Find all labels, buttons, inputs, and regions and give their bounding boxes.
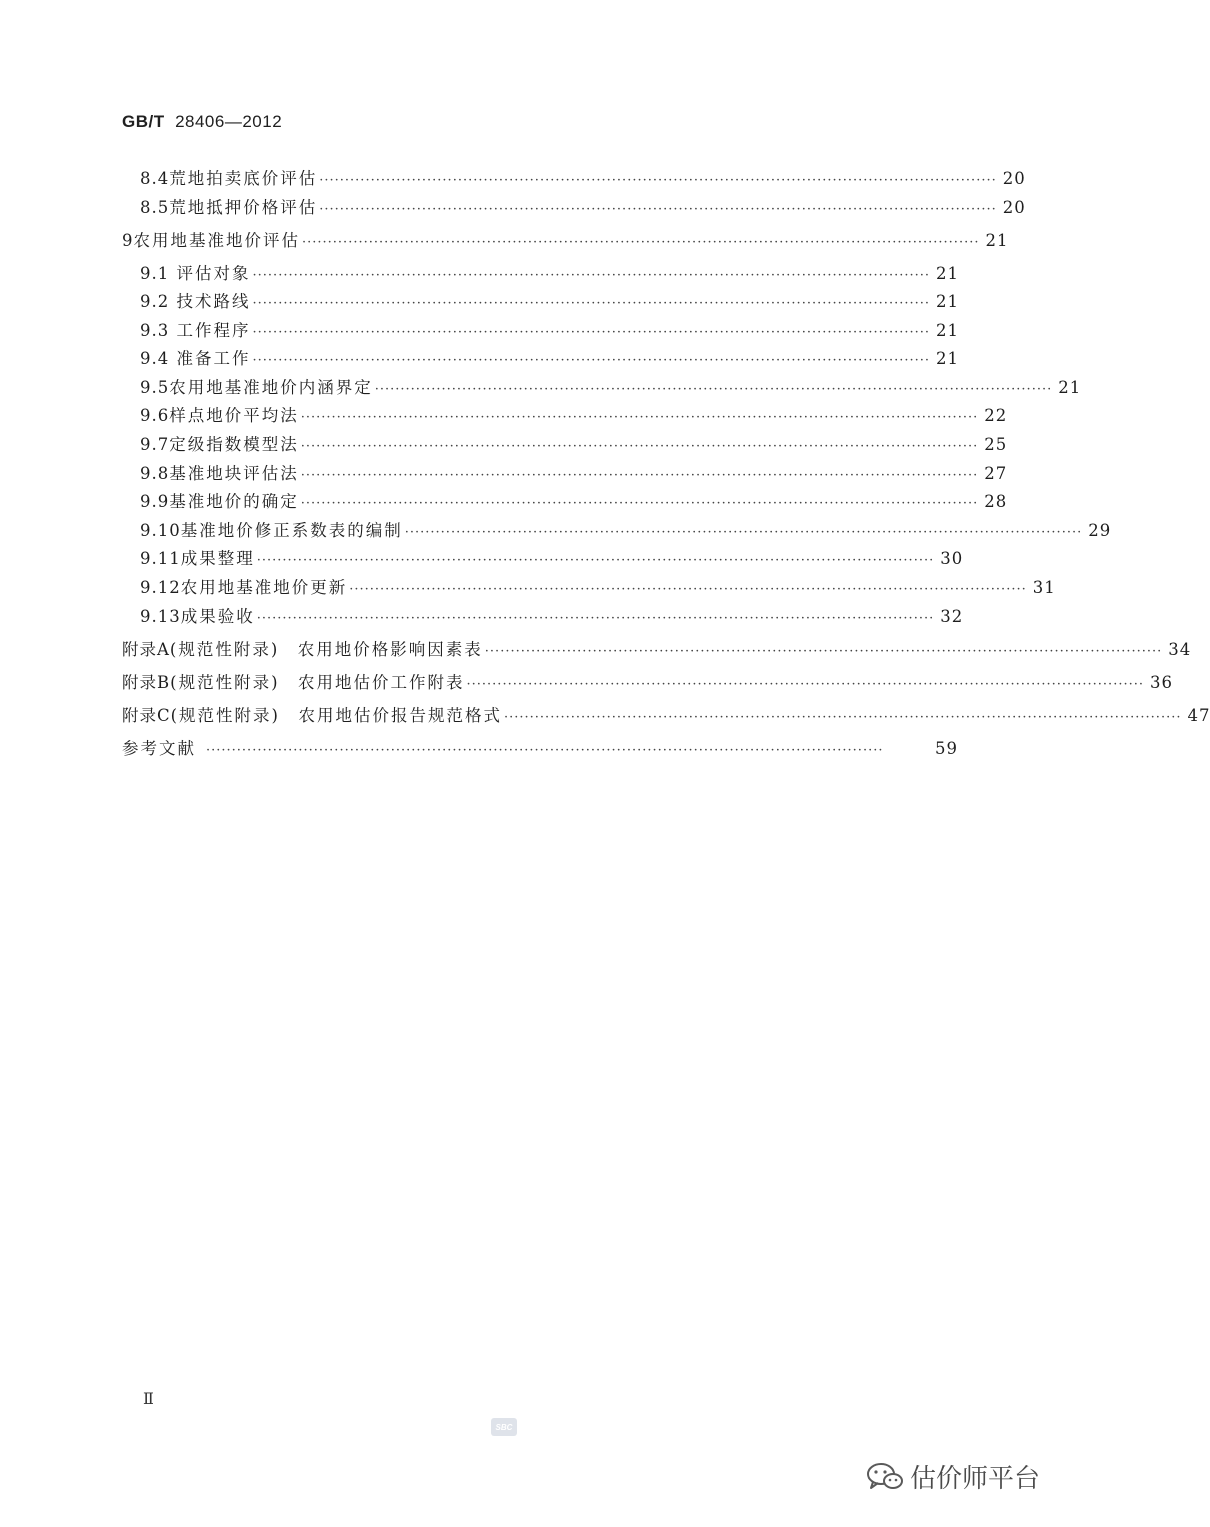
toc-entry[interactable] bbox=[140, 431, 1008, 455]
toc-entry-number: 9.8 bbox=[140, 464, 170, 483]
toc-entry[interactable] bbox=[140, 345, 958, 369]
toc-entry-page: 22 bbox=[984, 406, 1008, 425]
watermark-text: 估价师平台 bbox=[910, 1464, 1041, 1494]
toc-leader-dots: ···································································································································· bbox=[504, 710, 1182, 725]
toc-entry-page: 32 bbox=[940, 607, 964, 626]
toc-entry-number: 9.6 bbox=[140, 406, 170, 425]
toc-leader-dots: ···································································································································· bbox=[300, 496, 979, 511]
toc-entry-title: (规范性附录) 农用地估价报告规范格式 bbox=[170, 706, 502, 725]
toc-entry[interactable] bbox=[140, 194, 1026, 218]
toc-leader-dots: ···································································································································· bbox=[300, 468, 979, 483]
toc-leader-dots: ···································································································································· bbox=[256, 611, 935, 626]
toc-entry[interactable] bbox=[140, 460, 1008, 484]
toc-entry[interactable] bbox=[140, 402, 1008, 426]
toc-leader-dots: ···································································································································· bbox=[466, 677, 1144, 692]
toc-entry[interactable] bbox=[140, 260, 958, 284]
toc-entry-page: 47 bbox=[1187, 706, 1210, 725]
toc-entry-number: 9.9 bbox=[140, 492, 170, 511]
toc-entry-page: 21 bbox=[936, 292, 959, 311]
toc-entry-number: 9.13 bbox=[140, 607, 181, 626]
toc-entry-number: 9.1 bbox=[140, 264, 170, 283]
toc-entry-title: 荒地拍卖底价评估 bbox=[169, 169, 318, 188]
toc-entry-page: 20 bbox=[1002, 169, 1026, 188]
toc-entry-title: 荒地抵押价格评估 bbox=[169, 198, 318, 217]
standard-code: GB/T bbox=[122, 112, 165, 131]
toc-entry-title: (规范性附录) 农用地估价工作附表 bbox=[170, 673, 465, 692]
toc-entry[interactable] bbox=[140, 488, 1008, 512]
toc-entry-number: 9.11 bbox=[140, 549, 181, 568]
toc-entry[interactable] bbox=[122, 669, 1173, 693]
toc-leader-dots: ···································································································································· bbox=[404, 525, 1083, 540]
toc-entry-title: 基准地价的确定 bbox=[169, 492, 299, 511]
toc-entry-page: 29 bbox=[1088, 521, 1112, 540]
toc-entry-number: 9.12 bbox=[140, 578, 181, 597]
toc-entry-number: 8.4 bbox=[140, 169, 170, 188]
toc-entry-page: 27 bbox=[984, 464, 1008, 483]
toc-leader-dots: ···································································································································· bbox=[319, 202, 997, 217]
toc-entry-page: 21 bbox=[936, 264, 959, 283]
publisher-stamp-text: SBC bbox=[495, 1422, 513, 1432]
toc-entry-number: 9.3 bbox=[140, 321, 170, 340]
toc-entry-number: 附录C bbox=[122, 706, 171, 725]
publisher-stamp-logo bbox=[491, 1418, 517, 1436]
toc-leader-dots: ···································································································································· bbox=[252, 325, 930, 340]
toc-entry-title: 工作程序 bbox=[176, 321, 251, 340]
toc-entry[interactable] bbox=[140, 317, 958, 341]
toc-entry[interactable] bbox=[140, 288, 958, 312]
toc-entry-title: 基准地块评估法 bbox=[169, 464, 299, 483]
toc-entry-page: 21 bbox=[985, 231, 1009, 250]
toc-entry-number: 9.5 bbox=[140, 378, 170, 397]
toc-entry-title: 成果验收 bbox=[180, 607, 255, 626]
toc-entry-page: 36 bbox=[1149, 673, 1173, 692]
standard-header bbox=[122, 112, 282, 132]
toc-entry-number: 9 bbox=[122, 231, 134, 250]
toc-entry[interactable] bbox=[122, 735, 958, 759]
toc-entry-title: 成果整理 bbox=[180, 549, 255, 568]
toc-entry-page: 31 bbox=[1032, 578, 1056, 597]
page-number: Ⅱ bbox=[143, 1389, 154, 1408]
toc-entry-number: 9.4 bbox=[140, 349, 170, 368]
toc-entry[interactable] bbox=[140, 574, 1056, 598]
toc-entry-number: 附录B bbox=[122, 673, 171, 692]
toc-entry-title: 农用地基准地价内涵界定 bbox=[169, 378, 373, 397]
toc-entry-title: 准备工作 bbox=[176, 349, 251, 368]
toc-leader-dots: ···································································································································· bbox=[300, 410, 979, 425]
toc-entry[interactable] bbox=[122, 227, 1009, 251]
toc-leader-dots: ···································································································································· bbox=[374, 382, 1053, 397]
toc-entry-title: 参考文献 bbox=[122, 739, 196, 758]
toc-leader-dots: ···································································································································· bbox=[206, 743, 884, 758]
toc-entry-page: 21 bbox=[936, 321, 959, 340]
toc-leader-dots: ···································································································································· bbox=[319, 173, 997, 188]
toc-entry-number: 9.10 bbox=[140, 521, 181, 540]
toc-leader-dots: ···································································································································· bbox=[484, 644, 1163, 659]
toc-entry-page: 59 bbox=[935, 739, 958, 758]
toc-entry-number: 9.2 bbox=[140, 292, 170, 311]
toc-entry-title: 农用地基准地价评估 bbox=[133, 231, 300, 250]
toc-entry-number: 附录A bbox=[122, 640, 170, 659]
toc-entry[interactable] bbox=[122, 702, 1210, 726]
toc-entry-page: 30 bbox=[940, 549, 964, 568]
toc-entry[interactable] bbox=[140, 517, 1112, 541]
toc-leader-dots: ···································································································································· bbox=[349, 582, 1027, 597]
toc-entry[interactable] bbox=[140, 165, 1026, 189]
standard-number: 28406—2012 bbox=[175, 112, 283, 131]
wechat-icon bbox=[866, 1462, 904, 1492]
toc-leader-dots: ···································································································································· bbox=[300, 439, 979, 454]
toc-leader-dots: ···································································································································· bbox=[302, 235, 980, 250]
toc-entry-title: 基准地价修正系数表的编制 bbox=[180, 521, 403, 540]
toc-entry-title: 样点地价平均法 bbox=[169, 406, 299, 425]
toc-entry[interactable] bbox=[140, 545, 964, 569]
toc-entry[interactable] bbox=[140, 603, 964, 627]
toc-entry-title: 定级指数模型法 bbox=[169, 435, 299, 454]
toc-entry-page: 25 bbox=[984, 435, 1008, 454]
toc-entry-title: 技术路线 bbox=[176, 292, 251, 311]
toc-entry-page: 21 bbox=[936, 349, 959, 368]
toc-leader-dots: ···································································································································· bbox=[252, 353, 930, 368]
toc-entry[interactable] bbox=[122, 636, 1192, 660]
toc-entry-number: 8.5 bbox=[140, 198, 170, 217]
toc-entry-number: 9.7 bbox=[140, 435, 170, 454]
toc-leader-dots: ···································································································································· bbox=[252, 268, 930, 283]
toc-entry-page: 34 bbox=[1168, 640, 1192, 659]
toc-entry-title: (规范性附录) 农用地价格影响因素表 bbox=[169, 640, 483, 659]
watermark bbox=[866, 1458, 1040, 1495]
toc-entry-page: 28 bbox=[984, 492, 1008, 511]
toc-entry-page: 20 bbox=[1002, 198, 1026, 217]
toc-leader-dots: ···································································································································· bbox=[252, 296, 930, 311]
toc-entry-title: 评估对象 bbox=[176, 264, 251, 283]
toc-entry-page: 21 bbox=[1058, 378, 1082, 397]
toc-entry-title: 农用地基准地价更新 bbox=[180, 578, 348, 597]
toc-entry[interactable] bbox=[140, 374, 1082, 398]
toc-leader-dots: ···································································································································· bbox=[256, 553, 935, 568]
